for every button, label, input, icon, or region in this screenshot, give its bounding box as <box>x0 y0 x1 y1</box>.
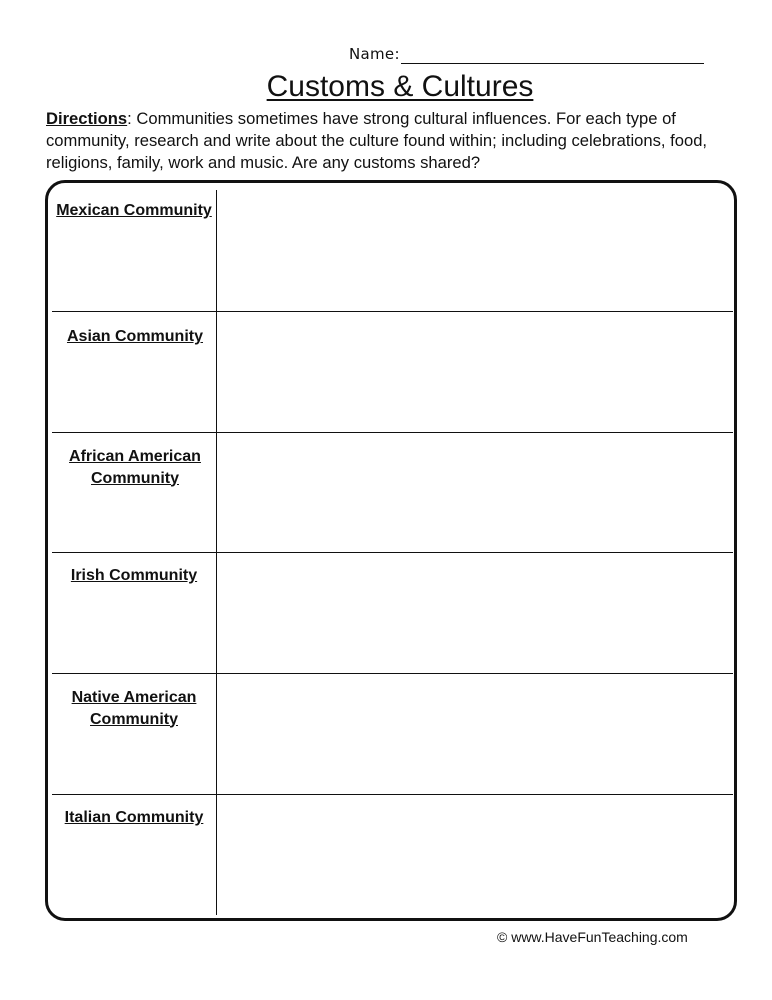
directions-text: : Communities sometimes have strong cultural influences. For each type of community, research and write about the culture found within; including celebrations, food, religions, family, work and music. Are any customs shared? <box>46 109 708 172</box>
answer-area-irish[interactable] <box>218 554 732 672</box>
answer-area-native-american[interactable] <box>218 675 732 793</box>
copyright-footer: © www.HaveFunTeaching.com <box>497 929 688 945</box>
answer-area-asian[interactable] <box>218 313 732 431</box>
answer-area-african-american[interactable] <box>218 434 732 551</box>
directions-label: Directions <box>46 109 128 128</box>
row-divider <box>52 432 733 433</box>
row-label-asian: Asian Community <box>66 328 203 345</box>
answer-area-mexican[interactable] <box>218 184 732 310</box>
name-label: Name: <box>349 45 400 63</box>
row-label-italian: Italian Community <box>64 809 204 826</box>
row-label-african-american: African American Community <box>69 448 201 487</box>
answer-area-italian[interactable] <box>218 796 732 914</box>
row-label-mexican: Mexican Community <box>56 202 212 219</box>
page-title: Customs & Cultures <box>266 70 534 103</box>
directions <box>46 108 736 174</box>
name-field[interactable] <box>401 63 704 64</box>
row-divider <box>52 552 733 553</box>
row-divider <box>52 311 733 312</box>
row-label-native-american: Native American Community <box>71 689 197 728</box>
row-divider <box>52 673 733 674</box>
row-divider <box>52 794 733 795</box>
row-label-irish: Irish Community <box>70 567 198 584</box>
